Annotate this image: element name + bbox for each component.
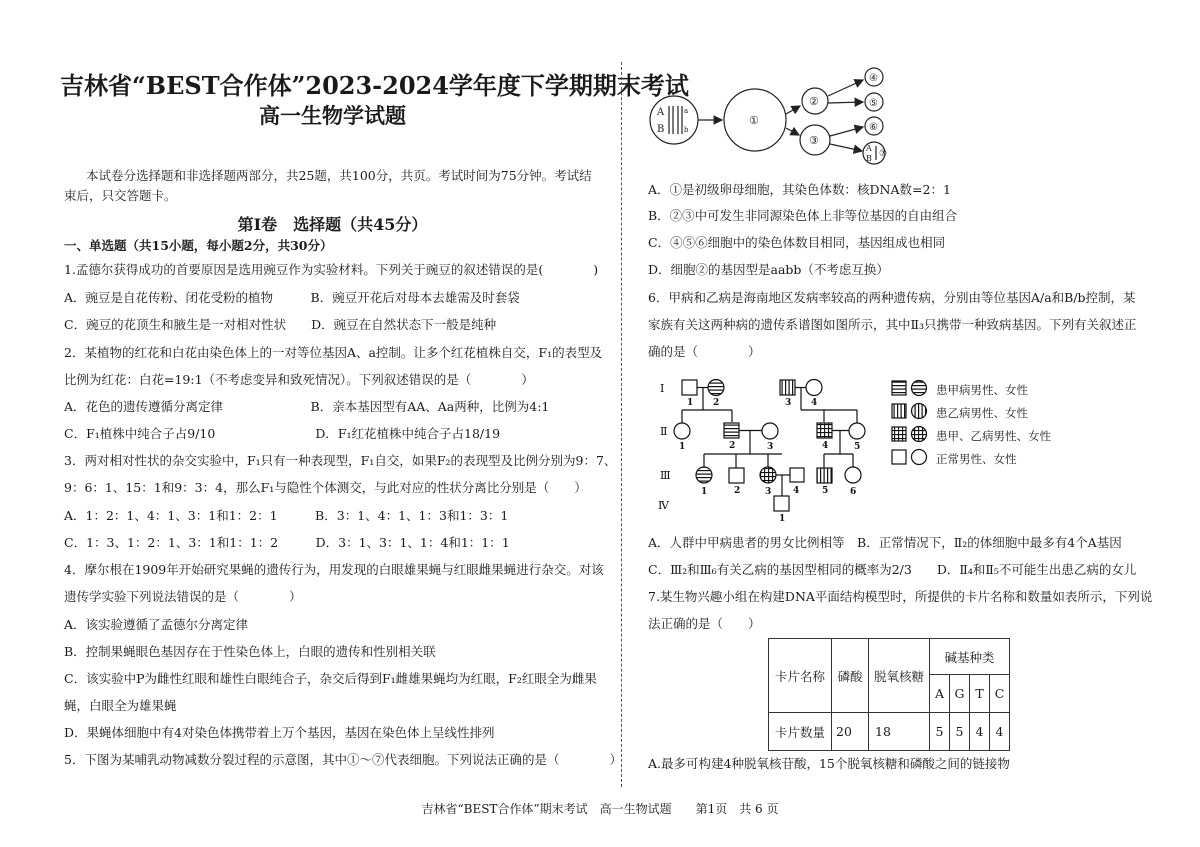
pedigree-chart: [652, 372, 882, 530]
question-line: 法正确的是（ ）: [648, 616, 761, 631]
question-line: 遗传学实验下列说法错误的是（ ）: [64, 589, 302, 604]
table-cell: 4: [970, 713, 990, 751]
svg-text:1: 1: [779, 514, 786, 524]
pedigree-female-disease-a: [708, 380, 724, 396]
part1-title: 第Ⅰ卷 选择题（共45分）: [237, 215, 428, 234]
cell-label: ①: [749, 114, 759, 127]
table-header: T: [970, 675, 990, 713]
gene-label: B: [657, 124, 665, 135]
question-line: 4．摩尔根在1909年开始研究果蝇的遗传行为，用发现的白眼雄果蝇与红眼雌果蝇进行杂交。对该: [64, 562, 604, 577]
pedigree-male-normal: [774, 496, 789, 511]
table-cell: 20: [832, 713, 869, 751]
question-line: 6．甲病和乙病是海南地区发病率较高的两种遗传病，分别由等位基因A/a和B/b控制，某: [648, 290, 1136, 305]
gene-label: B: [866, 154, 872, 163]
svg-text:4: 4: [793, 486, 800, 496]
pedigree-female-disease-a: [696, 467, 712, 483]
pedigree-male-disease-ab: [817, 423, 832, 438]
generation-label: Ⅲ: [660, 469, 671, 482]
cell-label: ③: [809, 134, 819, 147]
card-table: [768, 638, 1010, 751]
table-cell: 5: [950, 713, 970, 751]
pedigree-female-disease-ab: [760, 467, 776, 483]
pedigree-female-normal: [762, 423, 778, 439]
svg-text:2: 2: [734, 486, 741, 496]
gene-label: A: [657, 107, 665, 118]
meiosis-diagram: [645, 62, 905, 174]
svg-text:3: 3: [785, 398, 792, 408]
pedigree-male-normal: [729, 468, 744, 483]
gene-label: b: [684, 126, 689, 134]
question-line: 7.某生物兴趣小组在构建DNA平面结构模型时，所提供的卡片名称和数量如表所示，下列说: [648, 589, 1153, 604]
question-line: B．②③中可发生非同源染色体上非等位基因的自由组合: [648, 208, 958, 223]
cell-label: ⑤: [869, 98, 878, 109]
pedigree-female-normal: [845, 467, 861, 483]
table-cell: 4: [990, 713, 1010, 751]
intro-line-1: 本试卷分选择题和非选择题两部分，共25题，共100分，共页。考试时间为75分钟。考试结: [86, 168, 592, 183]
page-footer: 吉林省“BEST合作体”期末考试 高一生物试题 第1页 共 6 页: [421, 802, 779, 816]
svg-text:6: 6: [850, 487, 857, 497]
generation-label: Ⅰ: [660, 382, 665, 395]
question-line: A．豌豆是自花传粉、闭花受粉的植物 B．豌豆开花后对母本去雄需及时套袋: [64, 290, 520, 305]
svg-text:1: 1: [701, 487, 708, 497]
legend-label: 患乙病男性、女性: [936, 406, 1028, 420]
svg-text:2: 2: [729, 441, 736, 451]
question-line: 2．某植物的红花和白花由染色体上的一对等位基因A、a控制。让多个红花植株自交，F₁的表型及: [64, 345, 603, 360]
legend-label: 患甲、乙病男性、女性: [936, 429, 1051, 443]
question-line: 蝇，白眼全为雄果蝇: [64, 698, 177, 713]
svg-text:4: 4: [822, 441, 829, 451]
table-cell: 5: [930, 713, 950, 751]
question-line: 确的是（ ）: [648, 344, 761, 359]
question-line: D．细胞②的基因型是aabb（不考虑互换）: [648, 262, 889, 277]
question-line: D．果蝇体细胞中有4对染色体携带着上万个基因，基因在染色体上呈线性排列: [64, 725, 495, 740]
pedigree-male-disease-b: [780, 380, 795, 395]
pedigree-female-normal: [674, 423, 690, 439]
question-line: A．该实验遵循了孟德尔分离定律: [64, 617, 249, 632]
table-cell: 卡片数量: [769, 713, 832, 751]
table-cell: 18: [869, 713, 930, 751]
question-line: 家族有关这两种病的遗传系谱图如图所示，其中Ⅱ₃只携带一种致病基因。下列有关叙述正: [648, 317, 1137, 332]
question-line: 1.孟德尔获得成功的首要原因是选用豌豆作为实验材料。下列关于豌豆的叙述错误的是( ): [64, 262, 599, 277]
question-line: A．花色的遗传遵循分离定律 B．亲本基因型有AA、Aa两种，比例为4:1: [64, 399, 550, 414]
table-header: 碱基种类: [930, 639, 1010, 675]
question-line: A．人群中甲病患者的男女比例相等 B．正常情况下，Ⅱ₂的体细胞中最多有4个A基因: [648, 535, 1122, 550]
question-line: C．F₁植株中纯合子占9/10 D．F₁红花植株中纯合子占18/19: [64, 426, 501, 441]
table-header: 磷酸: [832, 639, 869, 713]
question-line: 5．下图为某哺乳动物减数分裂过程的示意图，其中①～⑦代表细胞。下列说法正确的是（ ）: [64, 752, 622, 767]
pedigree-male-disease-a: [724, 423, 739, 438]
svg-text:3: 3: [767, 442, 774, 452]
svg-text:2: 2: [713, 398, 720, 408]
pedigree-male-normal: [790, 468, 804, 482]
table-header: C: [990, 675, 1010, 713]
question-line: B．控制果蝇眼色基因存在于性染色体上，白眼的遗传和性别相关联: [64, 644, 436, 659]
exam-subtitle: 高一生物学试题: [259, 103, 406, 128]
pedigree-legend: [890, 378, 932, 470]
cell-label: ②: [809, 95, 819, 108]
svg-text:4: 4: [811, 398, 818, 408]
legend-label: 正常男性、女性: [936, 452, 1017, 466]
exam-title: 吉林省“BEST合作体”2023-2024学年度下学期期末考试: [60, 71, 689, 100]
table-header: G: [950, 675, 970, 713]
question-line: A．1：2：1、4：1、3：1和1：2：1 B．3：1、4：1、1：3和1：3：1: [64, 508, 509, 523]
section1-title: 一、单选题（共15小题，每小题2分，共30分）: [64, 238, 333, 253]
question-line: C．该实验中P为雌性红眼和雄性白眼纯合子，杂交后得到F₁雌雄果蝇均为红眼，F₂红眼全为雌果: [64, 671, 597, 686]
pedigree-female-normal: [849, 423, 865, 439]
generation-label: Ⅳ: [658, 499, 669, 512]
cell-label: ④: [869, 73, 878, 84]
gene-label: a: [684, 107, 689, 115]
svg-text:1: 1: [687, 398, 694, 408]
legend-label: 患甲病男性、女性: [936, 383, 1028, 397]
table-header: 卡片名称: [769, 639, 832, 713]
gene-label: A: [866, 144, 872, 153]
intro-line-2: 束后，只交答题卡。: [64, 188, 177, 203]
svg-text:3: 3: [765, 487, 772, 497]
svg-text:1: 1: [679, 442, 686, 452]
question-line: 比例为红花：白花=19:1（不考虑变异和致死情况）。下列叙述错误的是（ ）: [64, 372, 534, 387]
pedigree-male-disease-b: [817, 468, 832, 483]
cell-label: ⑥: [869, 122, 878, 133]
column-divider: [621, 62, 622, 787]
cell-label: ⑦: [879, 149, 888, 159]
question-line: 9：6：1、15：1和9：3：4，那么F₁与隐性个体测交，与此对应的性状分离比分别是（ ）: [64, 480, 587, 495]
table-header: A: [930, 675, 950, 713]
question-line: C．Ⅲ₂和Ⅲ₆有关乙病的基因型相同的概率为2/3 D．Ⅱ₄和Ⅱ₅不可能生出患乙病的女儿: [648, 562, 1137, 577]
table-header: 脱氧核糖: [869, 639, 930, 713]
question-line: C．豌豆的花顶生和腋生是一对相对性状 D．豌豆在自然状态下一般是纯种: [64, 317, 497, 332]
question-line: A.最多可构建4种脱氧核苷酸，15个脱氧核糖和磷酸之间的链接物: [648, 756, 1010, 771]
question-line: C．④⑤⑥细胞中的染色体数目相同，基因组成也相同: [648, 235, 946, 250]
question-line: 3．两对相对性状的杂交实验中，F₁只有一种表现型，F₁自交，如果F₂的表现型及比例分别为9：7、: [64, 453, 617, 468]
question-line: A．①是初级卵母细胞，其染色体数：核DNA数=2：1: [648, 182, 951, 197]
pedigree-female-normal: [806, 380, 822, 396]
generation-label: Ⅱ: [660, 425, 668, 438]
pedigree-male-normal: [682, 380, 697, 395]
question-line: C．1：3、1：2：1、3：1和1：1：2 D．3：1、3：1、1：4和1：1：1: [64, 535, 510, 550]
svg-text:5: 5: [822, 486, 829, 496]
svg-text:5: 5: [854, 442, 861, 452]
